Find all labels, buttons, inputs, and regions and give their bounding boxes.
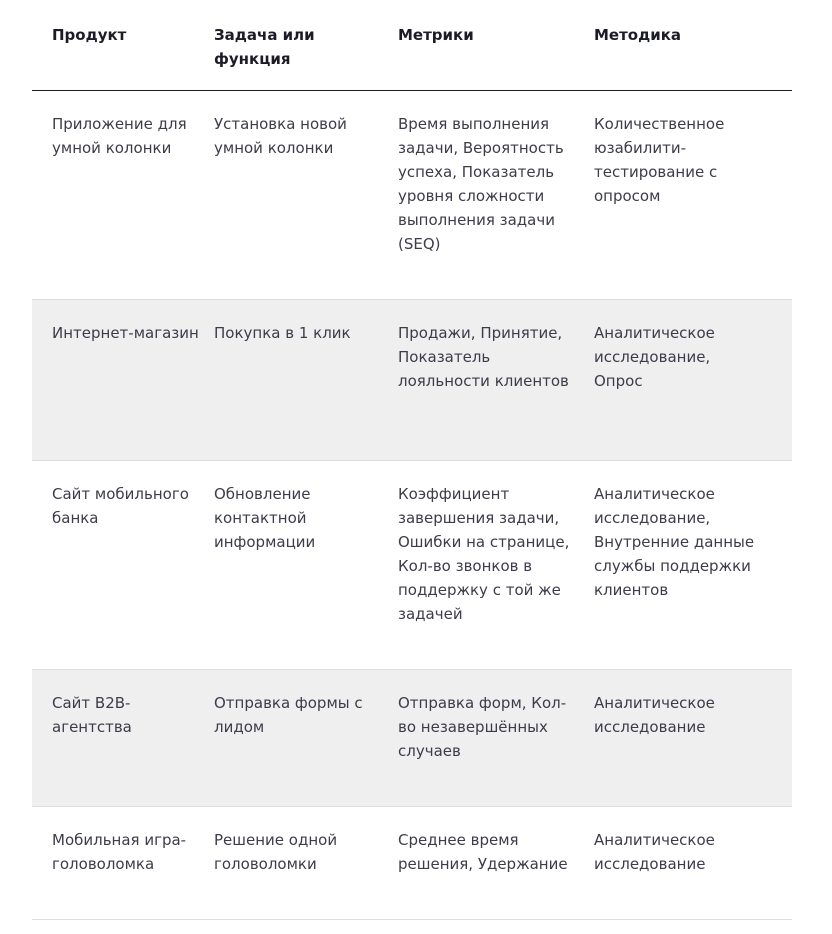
cell-method: Аналитическое исследование (594, 694, 715, 736)
cell-method: Аналитическое исследование (594, 831, 715, 873)
cell-metrics: Продажи, Принятие, Показатель лояльности клиентов (398, 324, 569, 390)
cell-product: Приложение для умной колонки (52, 115, 187, 157)
cell-product: Сайт мобильного банка (52, 485, 189, 527)
cell-metrics: Коэффициент завершения задачи, Ошибки на странице, Кол-во звонков в поддержку с той же задачей (398, 485, 570, 623)
header-method: Методика (594, 26, 682, 44)
cell-metrics: Время выполнения задачи, Вероятность успеха, Показатель уровня сложности выполнения задачи (SEQ) (398, 115, 564, 253)
cell-task: Решение одной головоломки (214, 831, 338, 873)
table-row (32, 807, 792, 920)
cell-task: Покупка в 1 клик (214, 324, 351, 342)
table-header (32, 0, 792, 91)
table-row (32, 670, 792, 807)
cell-metrics: Среднее время решения, Удержание (398, 831, 568, 873)
table-row (32, 461, 792, 670)
cell-method: Количественное юзабилити-тестирование с опросом (594, 115, 725, 205)
cell-metrics: Отправка форм, Кол-во незавершённых случаев (398, 694, 567, 760)
table-row (32, 300, 792, 461)
header-product: Продукт (52, 26, 127, 44)
cell-task: Обновление контактной информации (214, 485, 316, 551)
cell-method: Аналитическое исследование, Внутренние данные службы поддержки клиентов (594, 485, 755, 599)
metrics-table (32, 0, 792, 920)
cell-product: Мобильная игра-головоломка (52, 831, 187, 873)
header-task: Задача или функция (214, 26, 315, 68)
cell-task: Отправка формы с лидом (214, 694, 363, 736)
cell-method: Аналитическое исследование, Опрос (594, 324, 715, 390)
header-metrics: Метрики (398, 26, 474, 44)
cell-task: Установка новой умной колонки (214, 115, 347, 157)
cell-product: Сайт B2B-агентства (52, 694, 132, 736)
table-row (32, 91, 792, 300)
cell-product: Интернет-магазин (52, 324, 199, 342)
